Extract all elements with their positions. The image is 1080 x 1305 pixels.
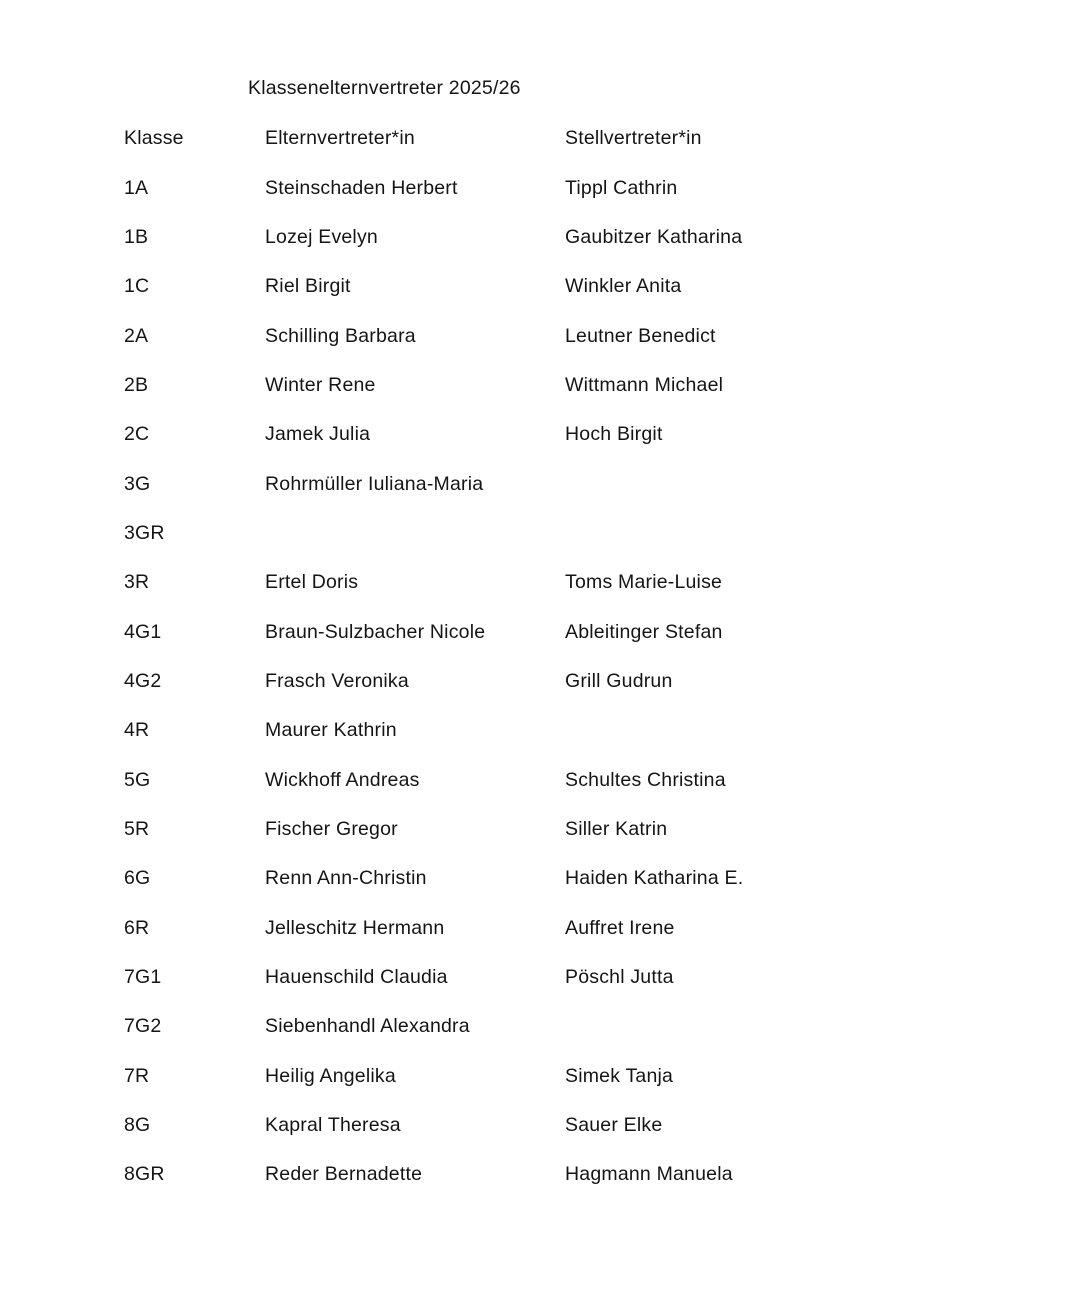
table-row xyxy=(124,706,1040,755)
parent-rep-cell: Jamek Julia xyxy=(265,423,371,446)
class-cell: 7G1 xyxy=(124,966,162,989)
table-row xyxy=(124,509,1040,558)
table-row xyxy=(124,311,1040,360)
deputy-rep-cell: Grill Gudrun xyxy=(565,669,673,692)
parent-rep-cell: Renn Ann-Christin xyxy=(265,867,427,890)
class-cell: 4G2 xyxy=(124,669,162,692)
class-cell: 1A xyxy=(124,176,149,199)
table-header-row xyxy=(124,114,1040,163)
parent-rep-cell: Rohrmüller Iuliana-Maria xyxy=(265,472,484,495)
class-cell: 1C xyxy=(124,275,150,298)
table-row xyxy=(124,213,1040,262)
table-row xyxy=(124,657,1040,706)
class-cell: 1B xyxy=(124,225,149,248)
class-cell: 5R xyxy=(124,817,150,840)
class-cell: 6R xyxy=(124,916,150,939)
table-row xyxy=(124,262,1040,311)
class-cell: 2B xyxy=(124,373,149,396)
deputy-rep-cell: Hoch Birgit xyxy=(565,423,663,446)
table-row xyxy=(124,459,1040,508)
class-cell: 4R xyxy=(124,719,150,742)
deputy-rep-cell: Sauer Elke xyxy=(565,1114,663,1137)
class-cell: 3G xyxy=(124,472,151,495)
table-row xyxy=(124,607,1040,656)
class-cell: 6G xyxy=(124,867,151,890)
deputy-rep-cell: Auffret Irene xyxy=(565,916,675,939)
deputy-rep-cell: Leutner Benedict xyxy=(565,324,716,347)
parent-rep-cell: Hauenschild Claudia xyxy=(265,966,448,989)
table-row xyxy=(124,904,1040,953)
deputy-rep-cell: Siller Katrin xyxy=(565,817,668,840)
deputy-rep-cell: Ableitinger Stefan xyxy=(565,620,723,643)
page-title: Klassenelternvertreter 2025/26 xyxy=(248,77,521,99)
table-row xyxy=(124,410,1040,459)
parent-rep-cell: Kapral Theresa xyxy=(265,1114,401,1137)
parent-rep-cell: Riel Birgit xyxy=(265,275,351,298)
class-cell: 5G xyxy=(124,768,151,791)
parent-rep-cell: Steinschaden Herbert xyxy=(265,176,458,199)
deputy-rep-cell: Toms Marie-Luise xyxy=(565,571,723,594)
table-row xyxy=(124,805,1040,854)
deputy-rep-cell: Simek Tanja xyxy=(565,1064,674,1087)
table-row xyxy=(124,163,1040,212)
class-cell: 2C xyxy=(124,423,150,446)
class-cell: 2A xyxy=(124,324,149,347)
table-row xyxy=(124,1002,1040,1051)
parent-rep-cell: Lozej Evelyn xyxy=(265,225,378,248)
deputy-rep-cell: Hagmann Manuela xyxy=(565,1163,733,1186)
parent-rep-cell: Schilling Barbara xyxy=(265,324,416,347)
column-header-klasse: Klasse xyxy=(124,127,184,150)
class-cell: 8G xyxy=(124,1114,151,1137)
class-cell: 8GR xyxy=(124,1163,165,1186)
table-row xyxy=(124,755,1040,804)
table-row xyxy=(124,1150,1040,1199)
deputy-rep-cell: Tippl Cathrin xyxy=(565,176,678,199)
class-cell: 3R xyxy=(124,571,150,594)
class-cell: 7G2 xyxy=(124,1015,162,1038)
table-row xyxy=(124,1101,1040,1150)
parent-rep-cell: Heilig Angelika xyxy=(265,1064,396,1087)
deputy-rep-cell: Winkler Anita xyxy=(565,275,682,298)
parent-rep-cell: Fischer Gregor xyxy=(265,817,398,840)
parent-rep-cell: Maurer Kathrin xyxy=(265,719,397,742)
table-row xyxy=(124,558,1040,607)
deputy-rep-cell: Schultes Christina xyxy=(565,768,726,791)
parent-rep-cell: Winter Rene xyxy=(265,373,376,396)
parent-rep-cell: Siebenhandl Alexandra xyxy=(265,1015,470,1038)
table-row xyxy=(124,953,1040,1002)
table-body xyxy=(124,163,1040,1199)
parent-rep-cell: Braun-Sulzbacher Nicole xyxy=(265,620,486,643)
column-header-stellvertreter: Stellvertreter*in xyxy=(565,127,702,150)
class-cell: 4G1 xyxy=(124,620,162,643)
parent-rep-cell: Ertel Doris xyxy=(265,571,359,594)
deputy-rep-cell: Pöschl Jutta xyxy=(565,966,674,989)
class-cell: 7R xyxy=(124,1064,150,1087)
representatives-table xyxy=(124,114,1040,1200)
table-row xyxy=(124,854,1040,903)
table-row xyxy=(124,361,1040,410)
deputy-rep-cell: Wittmann Michael xyxy=(565,373,724,396)
column-header-elternvertreter: Elternvertreter*in xyxy=(265,127,415,150)
class-cell: 3GR xyxy=(124,521,165,544)
parent-rep-cell: Reder Bernadette xyxy=(265,1163,423,1186)
parent-rep-cell: Wickhoff Andreas xyxy=(265,768,420,791)
parent-rep-cell: Jelleschitz Hermann xyxy=(265,916,445,939)
table-row xyxy=(124,1052,1040,1101)
deputy-rep-cell: Haiden Katharina E. xyxy=(565,867,744,890)
parent-rep-cell: Frasch Veronika xyxy=(265,669,409,692)
deputy-rep-cell: Gaubitzer Katharina xyxy=(565,225,743,248)
